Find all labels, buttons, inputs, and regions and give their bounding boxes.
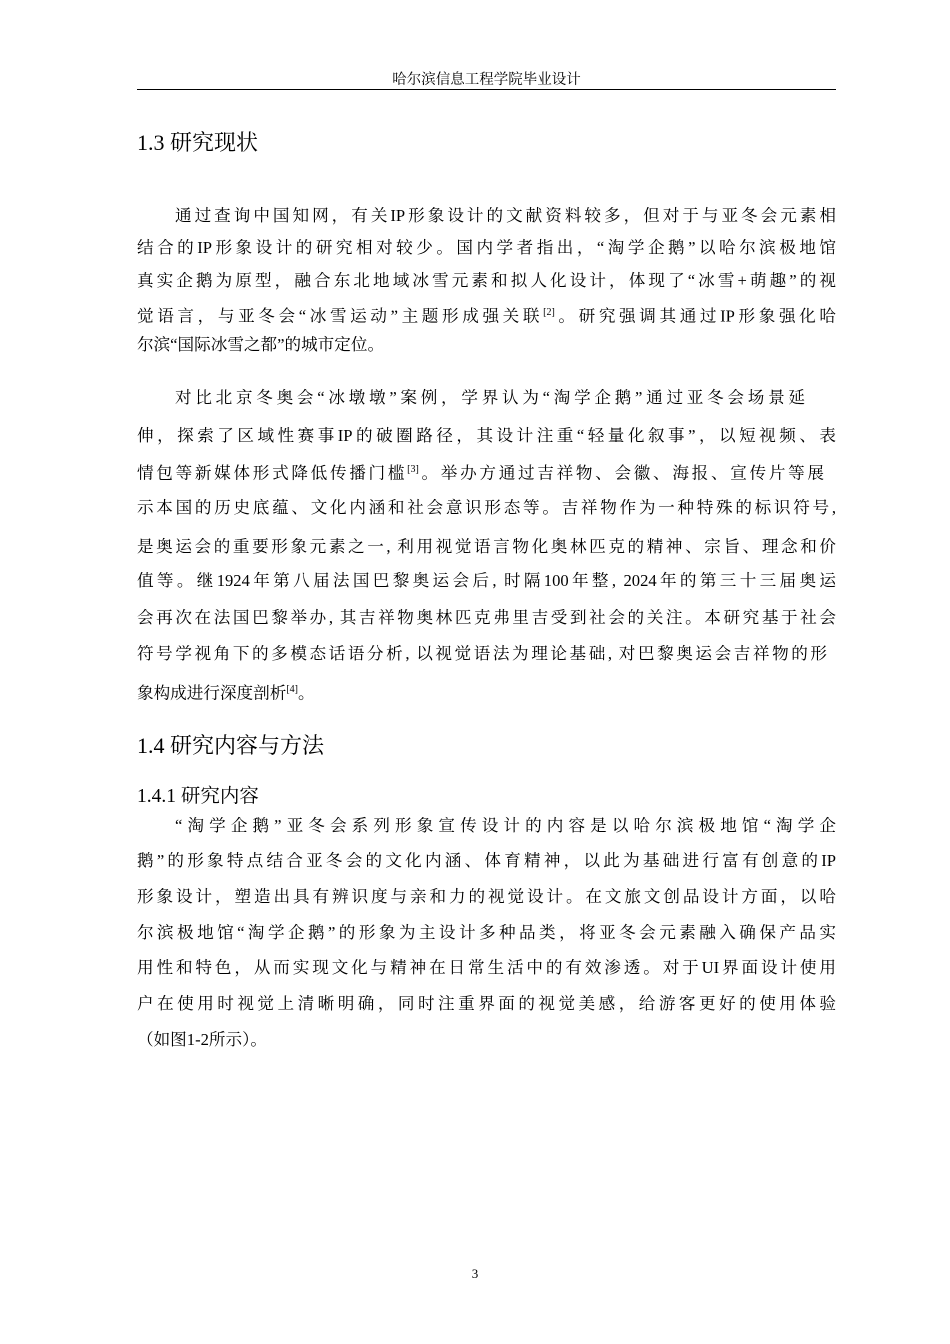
text-line: 尔滨“国际冰雪之都”的城市定位。 <box>137 335 385 354</box>
section-heading-1-4-1: 1.4.1 研究内容 <box>137 786 259 807</box>
text-line: 真实企鹅为原型，融合东北地域冰雪元素和拟人化设计，体现了“冰雪+萌趣”的视 <box>137 271 836 290</box>
text-line: 通过查询中国知网，有关IP形象设计的文献资料较多，但对于与亚冬会元素相 <box>175 206 836 225</box>
text-line: 是奥运会的重要形象元素之一, 利用视觉语言物化奥林匹克的精神、宗旨、理念和价 <box>137 537 836 556</box>
section-heading-1-3: 1.3 研究现状 <box>137 130 259 155</box>
text-line: 伸，探索了区域性赛事IP的破圈路径，其设计注重“轻量化叙事”，以短视频、表 <box>137 426 836 445</box>
text-line: “淘学企鹅”亚冬会系列形象宣传设计的内容是以哈尔滨极地馆“淘学企 <box>175 816 836 835</box>
text-line: 形象设计，塑造出具有辨识度与亲和力的视觉设计。在文旅文创品设计方面，以哈 <box>137 887 836 906</box>
text-line: 象构成进行深度剖析[4]。 <box>137 683 315 703</box>
text-line: 尔滨极地馆“淘学企鹅”的形象为主设计多种品类，将亚冬会元素融入确保产品实 <box>137 923 836 942</box>
text-line: 户在使用时视觉上清晰明确，同时注重界面的视觉美感，给游客更好的使用体验 <box>137 994 836 1013</box>
citation-marker: [3] <box>407 464 419 475</box>
section-heading-1-4: 1.4 研究内容与方法 <box>137 733 325 758</box>
text-line: 用性和特色，从而实现文化与精神在日常生活中的有效渗透。对于UI界面设计使用 <box>137 958 836 977</box>
text-line: 情包等新媒体形式降低传播门槛[3]。举办方通过吉祥物、会徽、海报、宣传片等展 <box>137 463 825 483</box>
text-line: 鹅”的形象特点结合亚冬会的文化内涵、体育精神，以此为基础进行富有创意的IP <box>137 851 836 870</box>
text-line: 会再次在法国巴黎举办, 其吉祥物奥林匹克弗里吉受到社会的关注。本研究基于社会 <box>137 608 836 627</box>
text-line: 结合的IP形象设计的研究相对较少。国内学者指出，“淘学企鹅”以哈尔滨极地馆 <box>137 238 836 257</box>
text-line: 对比北京冬奥会“冰墩墩”案例，学界认为“淘学企鹅”通过亚冬会场景延 <box>175 388 805 407</box>
text-line: 示本国的历史底蕴、文化内涵和社会意识形态等。吉祥物作为一种特殊的标识符号, <box>137 498 836 517</box>
text-line: 符号学视角下的多模态话语分析, 以视觉语法为理论基础, 对巴黎奥运会吉祥物的形 <box>137 644 827 663</box>
text-line: 值等。继1924年第八届法国巴黎奥运会后, 时隔100年整, 2024年的第三十三届奥运 <box>137 571 836 590</box>
page-header-title: 哈尔滨信息工程学院毕业设计 <box>392 72 581 88</box>
text-line: （如图1-2所示）。 <box>137 1030 267 1049</box>
page-number: 3 <box>471 1266 479 1281</box>
header-rule <box>137 89 836 90</box>
citation-marker: [4] <box>286 684 299 695</box>
citation-marker: [2] <box>543 307 555 318</box>
text-line: 觉语言，与亚冬会“冰雪运动”主题形成强关联[2]。研究强调其通过IP形象强化哈 <box>137 306 836 326</box>
